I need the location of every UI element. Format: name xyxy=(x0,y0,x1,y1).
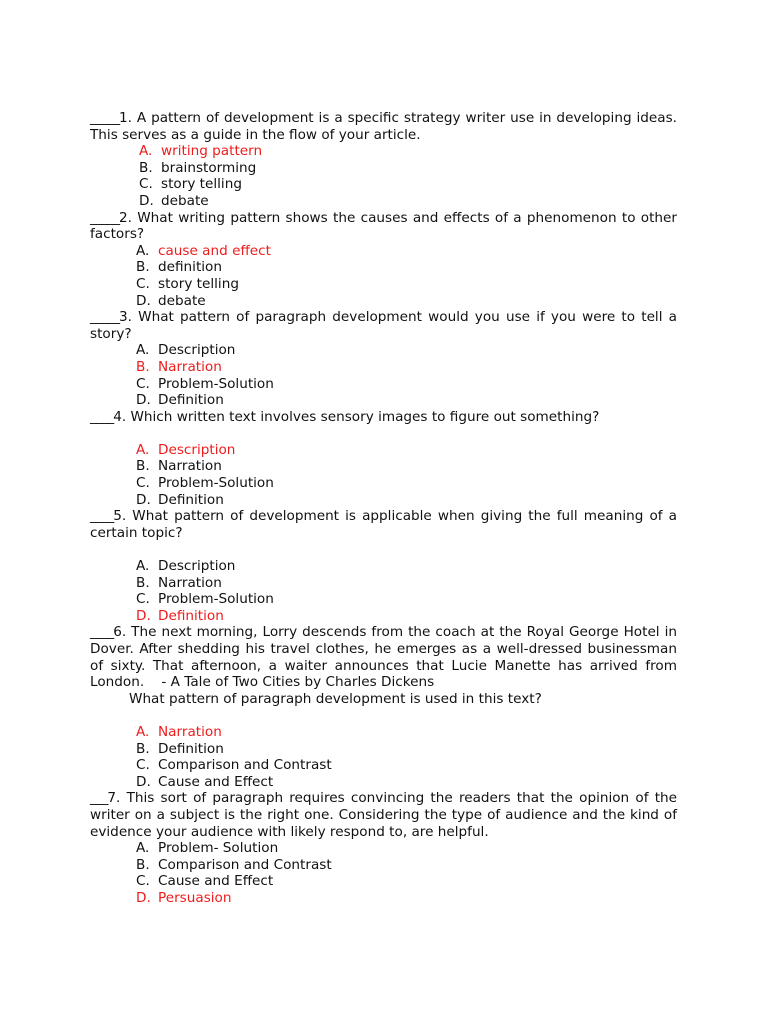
option-6d: D. Cause and Effect xyxy=(136,773,274,790)
option-6b: B. Definition xyxy=(136,740,224,757)
answer-blank: _____ xyxy=(90,309,119,326)
option-2d: D. debate xyxy=(136,292,206,309)
option-2a: A. cause and effect xyxy=(136,242,271,259)
option-2b: B. definition xyxy=(136,259,222,276)
option-7c: C. Cause and Effect xyxy=(136,873,274,890)
option-3c: C. Problem-Solution xyxy=(136,375,274,392)
option-6c: C. Comparison and Contrast xyxy=(136,757,332,774)
option-2c: C. story telling xyxy=(136,275,239,292)
question-text: 6. The next morning, Lorry descends from the coach at the Royal George Hotel in Dover. After shedding his travel clothes, he emerges as a well-dressed businessman of sixty. That afternoon, a waiter announces that Lucie Manette has arrived from London. - A Tale of Two Cities by Charles Dickens xyxy=(90,624,682,691)
quiz-content xyxy=(90,110,682,907)
option-4d: D. Definition xyxy=(136,491,224,508)
option-5d: D. Definition xyxy=(136,607,224,624)
option-5a: A. Description xyxy=(136,558,236,575)
question-5 xyxy=(90,508,677,541)
option-4a: A. Description xyxy=(136,441,236,458)
question-7 xyxy=(90,790,677,840)
option-4b: B. Narration xyxy=(136,458,222,475)
question-text: 1. A pattern of development is a specific strategy writer use in developing ideas. This serves as a guide in the flow of your article. xyxy=(90,110,677,143)
answer-blank: ___ xyxy=(90,790,108,807)
question-text: 7. This sort of paragraph requires convincing the readers that the opinion of the writer on a subject is the right one. Considering the type of audience and the kind of evidence your audience with likely respond to, are helpful. xyxy=(90,790,677,840)
answer-blank: _____ xyxy=(90,110,119,126)
blank-line xyxy=(90,541,677,558)
question-6 xyxy=(90,624,682,691)
option-5b: B. Narration xyxy=(136,574,222,591)
option-1b: B. brainstorming xyxy=(139,159,257,176)
answer-blank: ____ xyxy=(90,508,114,525)
question-text: 5. What pattern of development is applicable when giving the full meaning of a certain topic? xyxy=(90,508,677,541)
option-1a: A. writing pattern xyxy=(139,143,263,160)
option-3a: A. Description xyxy=(136,342,236,359)
question-3 xyxy=(90,309,677,342)
option-7d: D. Persuasion xyxy=(136,889,232,906)
option-7a: A. Problem- Solution xyxy=(136,840,279,857)
question-6-subprompt: What pattern of paragraph development is used in this text? xyxy=(129,690,542,707)
option-1c: C. story telling xyxy=(139,176,242,193)
option-3b: B. Narration xyxy=(136,358,222,375)
answer-blank: ____ xyxy=(90,408,114,425)
question-2 xyxy=(90,210,677,243)
option-3d: D. Definition xyxy=(136,392,224,409)
question-text: 2. What writing pattern shows the causes and effects of a phenomenon to other factors? xyxy=(90,209,677,243)
question-text: 3. What pattern of paragraph development would you use if you were to tell a story? xyxy=(90,309,677,342)
option-1d: D. debate xyxy=(139,192,209,209)
question-text: 4. Which written text involves sensory images to figure out something? xyxy=(113,408,600,425)
blank-line xyxy=(90,707,677,724)
option-5c: C. Problem-Solution xyxy=(136,591,274,608)
answer-blank: ____ xyxy=(90,624,114,641)
option-6a: A. Narration xyxy=(136,723,222,740)
answer-blank: _____ xyxy=(90,209,119,226)
blank-line xyxy=(90,425,677,442)
option-4c: C. Problem-Solution xyxy=(136,475,274,492)
question-4 xyxy=(90,409,677,426)
question-1 xyxy=(90,110,677,143)
option-7b: B. Comparison and Contrast xyxy=(136,856,332,873)
